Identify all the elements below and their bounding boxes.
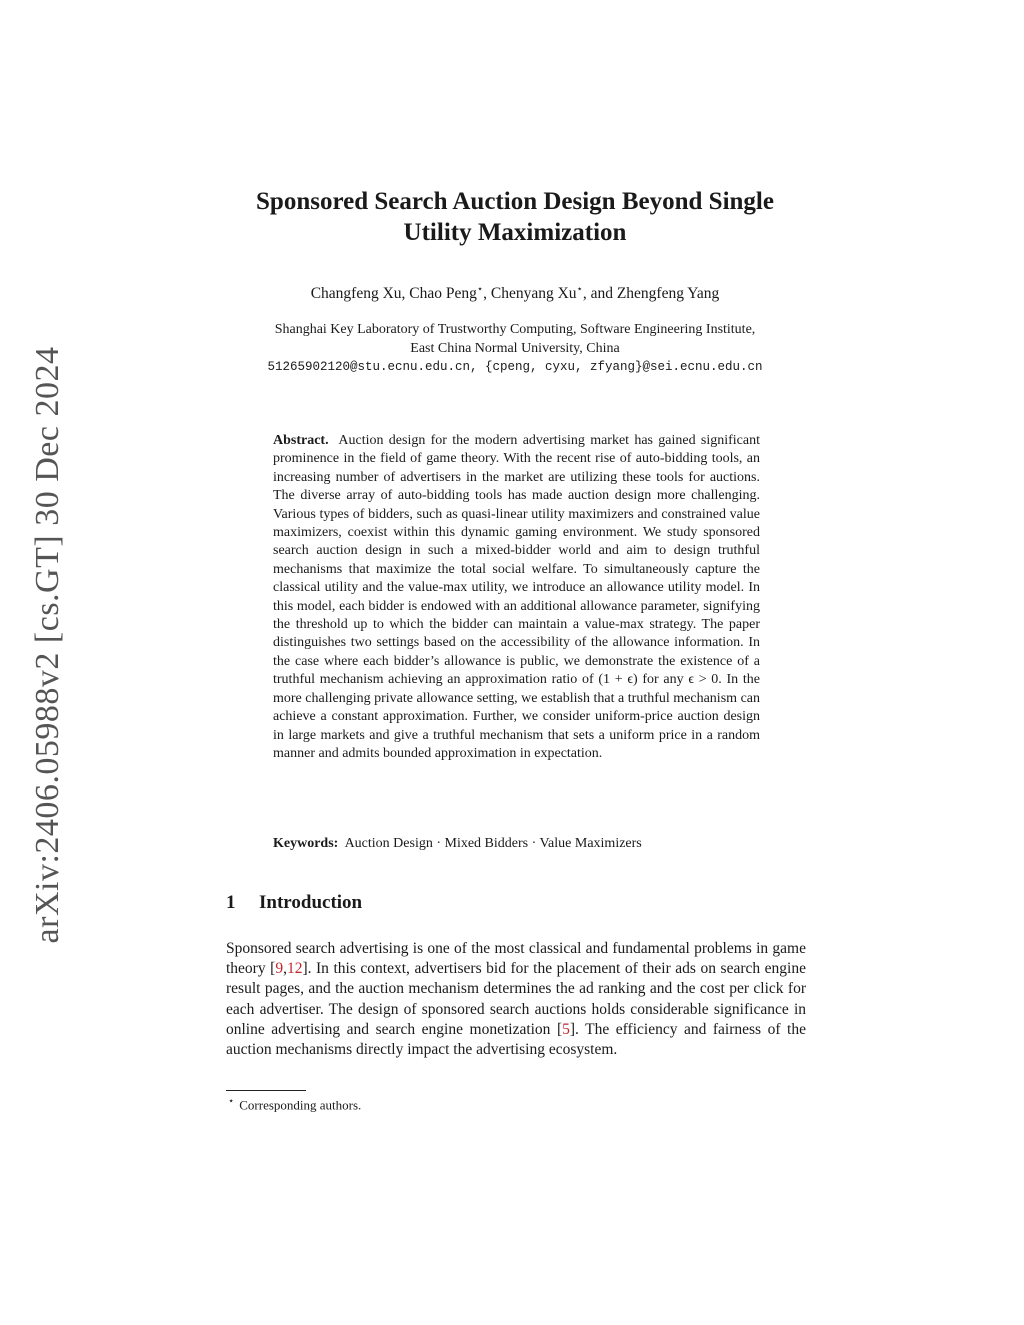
author-separator: , bbox=[483, 285, 491, 303]
arxiv-identifier-text: arXiv:2406.05988v2 [cs.GT] 30 Dec 2024 bbox=[29, 346, 66, 944]
author-separator: , bbox=[401, 285, 410, 303]
keywords-text: Auction Design · Mixed Bidders · Value Maximizers bbox=[344, 836, 642, 851]
section-number: 1 bbox=[226, 892, 236, 913]
paper-title bbox=[200, 186, 830, 248]
author-and: , and bbox=[582, 285, 617, 303]
citation-separator: , bbox=[283, 960, 287, 978]
corresponding-author-mark: ⋆ bbox=[476, 284, 484, 295]
intro-text-1: Sponsored search advertising is one of the most classical and fundamental problems in game theory [ bbox=[226, 940, 806, 978]
citation-link[interactable]: 12 bbox=[286, 960, 303, 978]
author-2: Chao Peng bbox=[409, 285, 477, 303]
paper-title-line-2: Utility Maximization bbox=[403, 219, 627, 246]
paper-title-line-1: Sponsored Search Auction Design Beyond Single bbox=[256, 188, 774, 215]
intro-text-2: ]. In this context, advertisers bid for the placement of their ads on search engine result pages, and the auction mechanism determines the ad ranking and the cost per click for each advertiser. The design of sponsored search auctions holds considerable significance in online advertising and search engine monetization [ bbox=[226, 960, 806, 1038]
author-3: Chenyang Xu bbox=[490, 285, 577, 303]
footnote-text: Corresponding authors. bbox=[239, 1097, 362, 1113]
section-title: Introduction bbox=[259, 892, 363, 913]
affiliation-line-2: East China Normal University, China bbox=[410, 341, 620, 356]
corresponding-author-mark: ⋆ bbox=[576, 284, 583, 295]
affiliation bbox=[200, 320, 830, 377]
footnote bbox=[228, 1096, 361, 1113]
author-list bbox=[200, 284, 830, 303]
citation-link[interactable]: 9 bbox=[275, 960, 284, 978]
introduction-paragraph bbox=[226, 939, 806, 1060]
abstract bbox=[273, 432, 760, 763]
author-1: Changfeng Xu bbox=[310, 285, 402, 303]
abstract-text: Auction design for the modern advertising market has gained significant prominence in the field of game theory. With the recent rise of auto-bidding tools, an increasing number of advertisers in the market are utilizing these tools for auctions. The diverse array of auto-bidding tools has made auction design more challenging. Various types of bidders, such as quasi-linear utility maximizers and constrained value maximizers, coexist within this dynamic gaming environment. We study sponsored search auction design in such a mixed-bidder world and aim to design truthful mechanisms that maximize the total social welfare. To simultaneously capture the classical utility and the value-max utility, we introduce an allowance utility model. In this model, each bidder is endowed with an additional allowance parameter, signifying the threshold up to which the bidder can maintain a value-max strategy. The paper distinguishes two settings based on the accessibility of the allowance information. In the case where each bidder’s allowance is public, we demonstrate the existence of a truthful mechanism achieving an approximation ratio of (1 + ϵ) for any ϵ > 0. In the more challenging private allowance setting, we establish that a truthful mechanism can achieve a constant approximation. Further, we consider uniform-price auction design in large markets and give a truthful mechanism that sets a uniform price in a random manner and admits bounded approximation in expectation. bbox=[273, 433, 760, 761]
keywords bbox=[273, 836, 760, 852]
section-heading-introduction bbox=[226, 892, 362, 914]
intro-text-3: ]. The efficiency and fairness of the auction mechanisms directly impact the advertising ecosystem. bbox=[226, 1020, 806, 1059]
footnote-mark: ⋆ bbox=[228, 1096, 235, 1107]
footnote-divider bbox=[226, 1090, 306, 1091]
abstract-label: Abstract. bbox=[273, 433, 329, 448]
citation-link[interactable]: 5 bbox=[562, 1020, 570, 1038]
keywords-label: Keywords: bbox=[273, 836, 339, 851]
affiliation-line-1: Shanghai Key Laboratory of Trustworthy Computing, Software Engineering Institute, bbox=[274, 322, 756, 337]
author-4: Zhengfeng Yang bbox=[616, 285, 720, 303]
author-emails: 51265902120@stu.ecnu.edu.cn, {cpeng, cyxu, zfyang}@sei.ecnu.edu.cn bbox=[267, 360, 763, 374]
